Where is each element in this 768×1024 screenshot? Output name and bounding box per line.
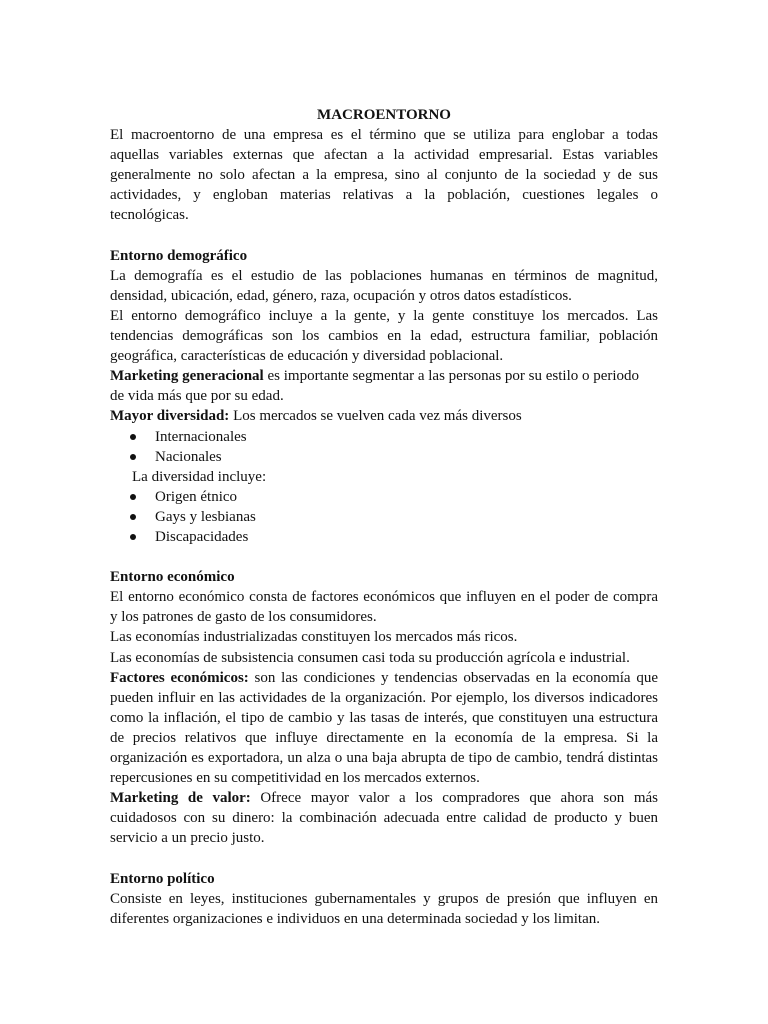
page-title: MACROENTORNO <box>317 107 451 123</box>
text-line: pueden influir en las actividades de la organización. Por ejemplo, los diversos indicadores <box>110 689 658 706</box>
bold-term: Factores económicos: <box>110 669 249 686</box>
text-span: es importante segmentar a las personas por su estilo o periodo <box>263 368 640 385</box>
text-span: son las condiciones y tendencias observadas en la economía que <box>248 669 658 686</box>
list-item-label: Discapacidades <box>155 528 249 545</box>
mayor-diversidad-line <box>110 406 658 426</box>
text-line: geográfica, características de educación y diversidad poblacional. <box>110 348 504 365</box>
text-line: La demografía es el estudio de las poblaciones humanas en términos de magnitud, <box>110 267 658 284</box>
bullet-icon <box>130 494 136 500</box>
bullet-list-markets <box>110 427 658 467</box>
paragraph-gap <box>110 226 658 246</box>
bold-term: Mayor diversidad: <box>110 408 230 425</box>
section-heading-economico: Entorno económico <box>110 569 235 586</box>
intro-paragraph <box>110 125 658 225</box>
text-line: aquellas variables externas que afectan a la actividad empresarial. Estas variables <box>110 147 658 164</box>
bullet-icon <box>130 454 136 460</box>
list-item-label: Internacionales <box>155 428 247 445</box>
list-item <box>110 447 658 467</box>
section-heading-politico: Entorno político <box>110 870 215 887</box>
bullet-list-diversity <box>110 487 658 547</box>
text-line: tendencias demográficas son los cambios en la edad, estructura familiar, población <box>110 328 658 345</box>
text-line: Las economías industrializadas constituyen los mercados más ricos. <box>110 629 518 646</box>
text-line: actividades, y engloban materias relativas a la población, cuestiones legales o <box>110 187 658 204</box>
list-item-label: Gays y lesbianas <box>155 508 256 525</box>
text-line: El entorno demográfico incluye a la gente, y la gente constituye los mercados. Las <box>110 307 658 324</box>
list-item <box>110 507 658 527</box>
text-line: Las economías de subsistencia consumen casi toda su producción agrícola e industrial. <box>110 649 630 666</box>
bold-term: Marketing de valor: <box>110 790 251 807</box>
text-line: Consiste en leyes, instituciones gubernamentales y grupos de presión que influyen en <box>110 890 658 907</box>
bullet-icon <box>130 514 136 520</box>
text-line: servicio a un precio justo. <box>110 830 265 847</box>
text-line: La diversidad incluye: <box>132 468 267 485</box>
text-line: tecnológicas. <box>110 207 189 224</box>
text-line: El entorno económico consta de factores económicos que influyen en el poder de compra <box>110 589 658 606</box>
text-line: de precios relativos que influye directamente en la economía de la empresa. Si la <box>110 729 658 746</box>
text-span: Ofrece mayor valor a los compradores que ahora son más <box>250 790 658 807</box>
marketing-valor-line <box>110 788 658 808</box>
paragraph-gap <box>110 848 658 868</box>
bullet-icon <box>130 434 136 440</box>
paragraph-gap <box>110 547 658 567</box>
marketing-generacional-line <box>110 366 658 386</box>
text-line: de vida más que por su edad. <box>110 388 284 405</box>
text-line: cuidadosos con su dinero: la combinación adecuada entre calidad de producto y buen <box>110 810 658 827</box>
document-body <box>110 105 658 929</box>
list-item <box>110 427 658 447</box>
list-item-label: Nacionales <box>155 448 222 465</box>
list-item-label: Origen étnico <box>155 488 238 505</box>
list-item <box>110 527 658 547</box>
section-heading-demografico: Entorno demográfico <box>110 247 248 264</box>
text-line: densidad, ubicación, edad, género, raza, ocupación y otros datos estadísticos. <box>110 287 572 304</box>
text-line: generalmente no solo afectan a la empresa, sino al conjunto de la sociedad y de sus <box>110 167 658 184</box>
text-line: organización es exportadora, un alza o una baja abrupta de tipo de cambio, tendrá distintas <box>110 750 658 766</box>
text-span: Los mercados se vuelven cada vez más diversos <box>229 408 522 425</box>
factores-economicos-line <box>110 668 658 688</box>
text-line: y los patrones de gasto de los consumidores. <box>110 609 377 626</box>
text-line: El macroentorno de una empresa es el término que se utiliza para englobar a todas <box>110 127 658 144</box>
list-item <box>110 487 658 507</box>
bullet-icon <box>130 534 136 540</box>
text-line: como la inflación, el tipo de cambio y las tasas de interés, que constituyen una estructura <box>110 709 658 726</box>
text-line: diferentes organizaciones e individuos en una determinada sociedad y los limitan. <box>110 910 600 927</box>
text-line: repercusiones en su competitividad en los mercados externos. <box>110 770 480 787</box>
bold-term: Marketing generacional <box>110 368 264 385</box>
